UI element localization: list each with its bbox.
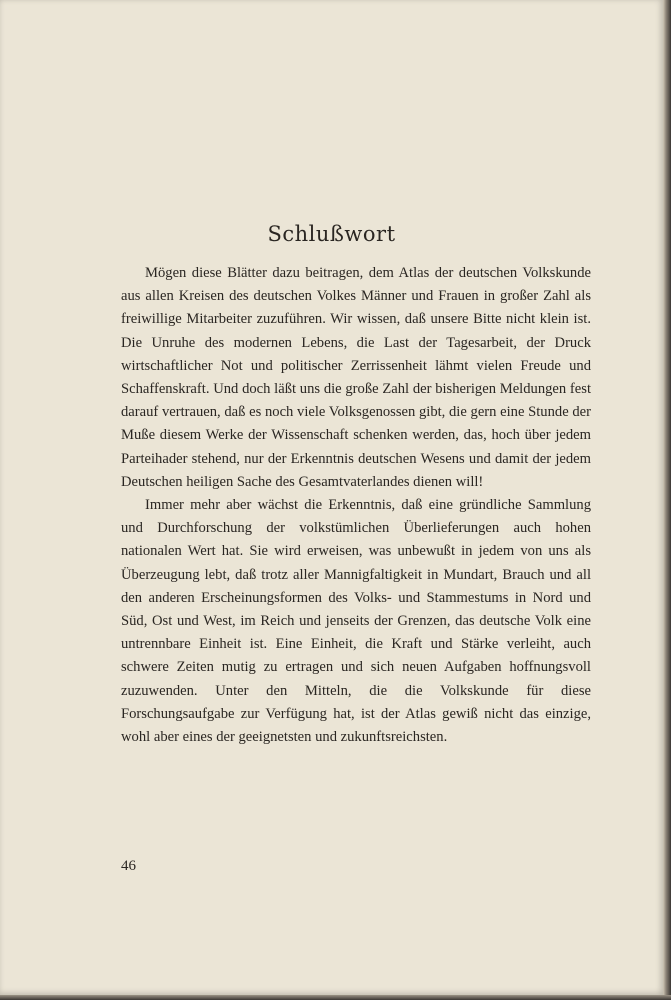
paragraph-1: Mögen diese Blätter dazu beitragen, dem Atlas der deutschen Volkskunde aus allen Kreisen des deutschen Volkes Männer und Frauen in großer Zahl als freiwillige Mitarbeiter zuzuführen. Wir wissen, daß unsere Bitte nicht klein ist. Die Unruhe des modernen Lebens, die Last der Tagesarbeit, der Druck wirtschaftlicher Not und politischer Zerrissenheit lähmt vielen Freude und Schaffenskraft. Und doch läßt uns die große Zahl der bisherigen Meldungen fest darauf vertrauen, daß es noch viele Volksgenossen gibt, die gern eine Stunde der Muße diesem Werke der Wissenschaft schenken werden, das, hoch über jedem Parteihader stehend, nur der Erkenntnis deutschen Wesens und damit der jedem Deutschen heiligen Sache des Gesamtvaterlandes dienen will! — [121, 265, 591, 490]
page-bottom-shadow — [0, 995, 671, 1000]
body-text — [121, 262, 591, 749]
page-title: Schlußwort — [267, 222, 396, 246]
page-number: 46 — [121, 858, 136, 874]
page-edge-shadow — [663, 0, 671, 1000]
paragraph-2: Immer mehr aber wächst die Erkenntnis, daß eine gründliche Sammlung und Durchforschung der volkstümlichen Überlieferungen auch hohen nationalen Wert hat. Sie wird erweisen, was unbewußt in jedem von uns als Überzeugung lebt, daß trotz aller Mannigfaltigkeit in Mundart, Brauch und all den anderen Erscheinungsformen des Volks- und Stammestums in Nord und Süd, Ost und West, im Reich und jenseits der Grenzen, das deutsche Volk eine untrennbare Einheit ist. Eine Einheit, die Kraft und Stärke verleiht, auch schwere Zeiten mutig zu ertragen und sich neuen Aufgaben hoffnungsvoll zuzuwenden. Unter den Mitteln, die die Volkskunde für diese Forschungsaufgabe zur Verfügung hat, ist der Atlas gewiß nicht das einzige, wohl aber eines der geeignetsten und zukunftsreichsten. — [121, 497, 591, 746]
